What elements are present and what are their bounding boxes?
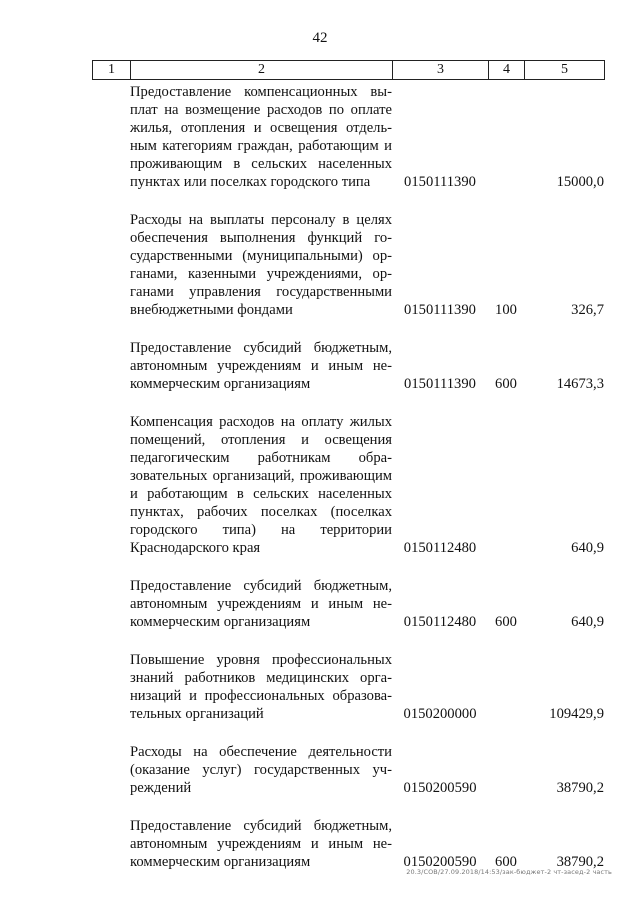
row-description: Компенсация расходов на оплату жилых помещений, отопления и освещения педагогическим работникам образовательных организаций, проживающим и работающим в сельских населенных пунктах, рабочих поселках (поселках городского типа) на территории Краснодарского края <box>130 414 392 556</box>
row-amount: 109429,9 <box>549 706 604 722</box>
row-code: 0150111390 <box>404 376 476 392</box>
table-row <box>92 413 604 557</box>
table-row <box>92 743 604 797</box>
footer-stamp: 20.3/СОВ/27.09.2018/14:53/зак-бюджет-2 чт-засед-2 часть <box>406 868 612 876</box>
row-amount: 14673,3 <box>556 376 604 392</box>
header-col-3: 3 <box>393 61 489 80</box>
header-col-4: 4 <box>489 61 525 80</box>
row-amount: 15000,0 <box>556 174 604 190</box>
table-row <box>92 211 604 319</box>
row-type: 600 <box>495 376 517 392</box>
row-code: 0150111390 <box>404 302 476 318</box>
row-amount: 38790,2 <box>556 780 604 796</box>
table-row <box>92 83 604 191</box>
page-number: 42 <box>312 30 328 46</box>
row-code: 0150200590 <box>403 854 477 870</box>
row-type: 600 <box>495 614 517 630</box>
row-amount: 640,9 <box>571 614 604 630</box>
table-row <box>92 651 604 723</box>
row-description: Расходы на обеспечение деятельности (оказание услуг) государственных учреждений <box>130 744 392 796</box>
table-row <box>92 577 604 631</box>
row-code: 0150200000 <box>403 706 477 722</box>
row-code: 0150111390 <box>404 174 476 190</box>
row-description: Предоставление субсидий бюджетным, автономным учреждениям и иным некоммерческим организациям <box>130 340 392 392</box>
row-amount: 38790,2 <box>556 854 604 870</box>
row-description: Расходы на выплаты персоналу в целях обеспечения выполнения функций государственными (муниципальными) органами, казенными учреждениями, органами управления государственными внебюджетными фондами <box>130 212 392 318</box>
row-code: 0150200590 <box>403 780 477 796</box>
table-row <box>92 339 604 393</box>
header-col-1: 1 <box>93 61 131 80</box>
header-col-5: 5 <box>525 61 605 80</box>
row-type: 600 <box>495 854 517 870</box>
budget-table-body <box>92 83 604 871</box>
row-description: Предоставление субсидий бюджетным, автономным учреждениям и иным некоммерческим организациям <box>130 578 392 630</box>
row-code: 0150112480 <box>403 614 477 630</box>
row-amount: 640,9 <box>571 540 604 556</box>
table-row <box>92 817 604 871</box>
row-description: Предоставление компенсационных выплат на возмещение расходов по оплате жилья, отопления и освещения отдельным категориям граждан, работающим и проживающим в сельских населенных пунктах или поселках городского типа <box>130 84 392 190</box>
row-description: Предоставление субсидий бюджетным, автономным учреждениям и иным некоммерческим организациям <box>130 818 392 870</box>
header-col-2: 2 <box>131 61 393 80</box>
row-code: 0150112480 <box>403 540 477 556</box>
row-description: Повышение уровня профессиональных знаний работников медицинских организаций и профессиональных образовательных организаций <box>130 652 392 722</box>
column-header-row <box>92 60 605 80</box>
row-type: 100 <box>495 302 517 318</box>
row-amount: 326,7 <box>571 302 604 318</box>
